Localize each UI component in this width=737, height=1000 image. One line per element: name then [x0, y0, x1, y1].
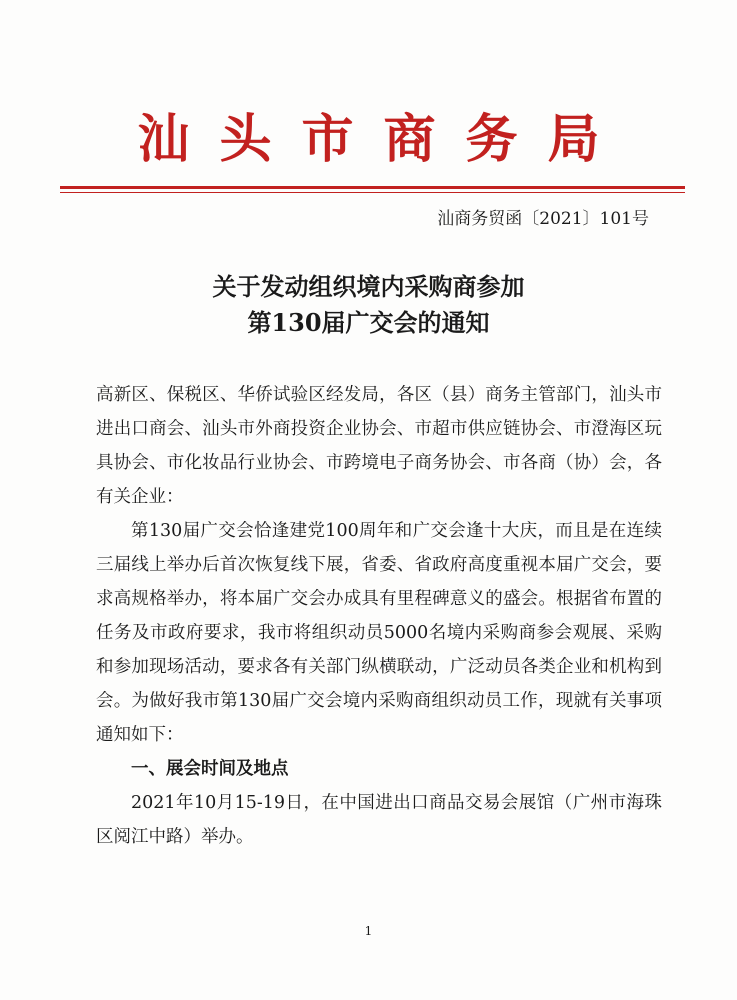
masthead-org-name: 汕头市商务局: [137, 109, 630, 170]
red-rule-thick: [60, 186, 685, 189]
section-1-text: 2021年10月15-19日，在中国进出口商品交易会展馆（广州市海珠区阅江中路）举办。: [96, 793, 662, 847]
title-line-1: 关于发动组织境内采购商参加: [212, 272, 525, 301]
paragraph-1: 第130届广交会恰逢建党100周年和广交会逢十大庆，而且是在连续三届线上举办后首次恢复线下展，省委、省政府高度重视本届广交会，要求高规格举办，将本届广交会办成具有里程碑意义的盛会。根据省布置的任务及市政府要求，我市将组织动员5000名境内采购商参会观展、采购和参加现场活动，要求各有关部门纵横联动，广泛动员各类企业和机构到会。为做好我市第130届广交会境内采购商组织动员工作，现就有关事项通知如下：: [96, 521, 662, 745]
document-number: 汕商务贸函〔2021〕101号: [437, 209, 649, 229]
title-line-2: 第130届广交会的通知: [247, 308, 490, 337]
page-number: 1: [364, 924, 373, 938]
salutation: 高新区、保税区、华侨试验区经发局，各区（县）商务主管部门，汕头市进出口商会、汕头市外商投资企业协会、市超市供应链协会、市澄海区玩具协会、市化妆品行业协会、市跨境电子商务协会、市各商（协）会，各有关企业：: [96, 385, 662, 507]
section-1-heading: 一、展会时间及地点: [131, 759, 289, 779]
red-rule-thin: [60, 192, 685, 193]
document-body: [96, 378, 662, 854]
